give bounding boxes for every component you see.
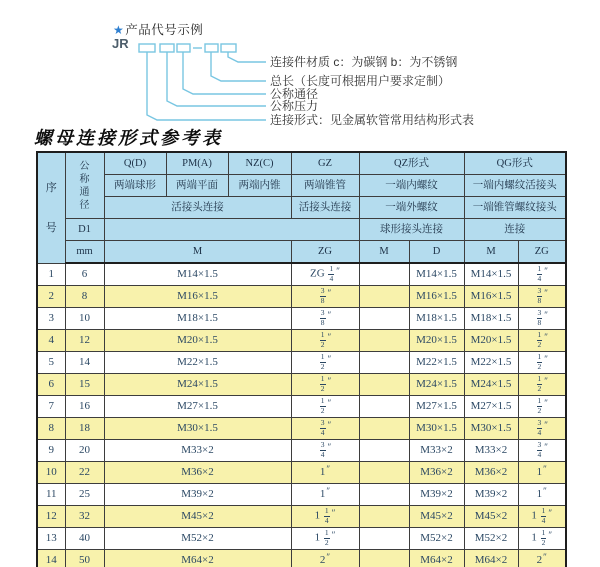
- gz-zg-cell: $\frac{3}{8}$ ″: [291, 308, 359, 330]
- qz-m-cell: [359, 286, 409, 308]
- table-row: [37, 550, 566, 567]
- qg-m-cell: M39×2: [464, 484, 518, 506]
- header-q-desc: 两端球形: [104, 175, 166, 197]
- qz-m-cell: [359, 396, 409, 418]
- table-row: [37, 263, 566, 286]
- m-thread-cell: M24×1.5: [104, 374, 291, 396]
- header-nz-desc: 两端内锥: [228, 175, 291, 197]
- table-row: [37, 286, 566, 308]
- row-no-cell: 9: [37, 440, 65, 462]
- gz-zg-cell: ZG $\frac{1}{4}$ ″: [291, 263, 359, 286]
- dn-mm-cell: 14: [65, 352, 104, 374]
- row-no-cell: 10: [37, 462, 65, 484]
- gz-zg-cell: $\frac{3}{4}$ ″: [291, 418, 359, 440]
- qg-m-cell: M22×1.5: [464, 352, 518, 374]
- code-field-box-4: [205, 44, 218, 52]
- m-thread-cell: M36×2: [104, 462, 291, 484]
- gz-zg-cell: 1 $\frac{1}{4}$ ″: [291, 506, 359, 528]
- gz-zg-cell: $\frac{1}{2}$ ″: [291, 396, 359, 418]
- dn-mm-cell: 18: [65, 418, 104, 440]
- header-m-unit: M: [104, 241, 291, 264]
- row-no-cell: 3: [37, 308, 65, 330]
- qz-d-cell: M36×2: [409, 462, 464, 484]
- qz-d-cell: M22×1.5: [409, 352, 464, 374]
- qg-zg-cell: 1″: [518, 484, 566, 506]
- qz-d-cell: M24×1.5: [409, 374, 464, 396]
- qz-m-cell: [359, 374, 409, 396]
- qg-m-cell: M27×1.5: [464, 396, 518, 418]
- row-no-cell: 2: [37, 286, 65, 308]
- table-title: 螺母连接形式参考表: [34, 128, 223, 148]
- table-row: [37, 418, 566, 440]
- row-no-cell: 6: [37, 374, 65, 396]
- header-gz-desc: 两端锥管: [291, 175, 359, 197]
- dn-mm-cell: 50: [65, 550, 104, 567]
- header-gz-connection: 活接头连接: [291, 197, 359, 219]
- dn-mm-cell: 22: [65, 462, 104, 484]
- header-blank: [104, 219, 359, 241]
- qz-d-cell: M20×1.5: [409, 330, 464, 352]
- qz-m-cell: [359, 462, 409, 484]
- dn-mm-cell: 6: [65, 263, 104, 286]
- qz-m-cell: [359, 440, 409, 462]
- header-qg-desc1: 一端内螺纹活接头: [464, 175, 566, 197]
- qz-d-cell: M39×2: [409, 484, 464, 506]
- row-no-cell: 1: [37, 263, 65, 286]
- qg-zg-cell: $\frac{3}{8}$ ″: [518, 286, 566, 308]
- code-field-box-2: [160, 44, 174, 52]
- qz-d-cell: M14×1.5: [409, 263, 464, 286]
- header-gz-code: GZ: [291, 152, 359, 175]
- gz-zg-cell: 1″: [291, 484, 359, 506]
- qg-zg-cell: $\frac{1}{4}$ ″: [518, 263, 566, 286]
- m-thread-cell: M39×2: [104, 484, 291, 506]
- m-thread-cell: M64×2: [104, 550, 291, 567]
- table-row: [37, 396, 566, 418]
- dn-mm-cell: 25: [65, 484, 104, 506]
- m-thread-cell: M33×2: [104, 440, 291, 462]
- table-row: [37, 462, 566, 484]
- qz-d-cell: M64×2: [409, 550, 464, 567]
- header-qg-code: QG形式: [464, 152, 566, 175]
- table-row: [37, 528, 566, 550]
- qg-m-cell: M36×2: [464, 462, 518, 484]
- dn-mm-cell: 10: [65, 308, 104, 330]
- qg-m-cell: M52×2: [464, 528, 518, 550]
- star-icon: ★: [113, 23, 125, 37]
- row-no-cell: 7: [37, 396, 65, 418]
- qz-m-cell: [359, 418, 409, 440]
- qg-zg-cell: 1 $\frac{1}{2}$ ″: [518, 528, 566, 550]
- header-qg-u1: M: [464, 241, 518, 264]
- table-row: [37, 506, 566, 528]
- row-no-cell: 13: [37, 528, 65, 550]
- m-thread-cell: M18×1.5: [104, 308, 291, 330]
- header-qz-connection: 球形接头连接: [359, 219, 464, 241]
- table-row: [37, 440, 566, 462]
- qz-m-cell: [359, 330, 409, 352]
- table-row: [37, 330, 566, 352]
- row-no-cell: 5: [37, 352, 65, 374]
- qz-m-cell: [359, 484, 409, 506]
- qz-d-cell: M52×2: [409, 528, 464, 550]
- qg-zg-cell: $\frac{3}{4}$ ″: [518, 440, 566, 462]
- dn-mm-cell: 15: [65, 374, 104, 396]
- m-thread-cell: M52×2: [104, 528, 291, 550]
- dn-mm-cell: 16: [65, 396, 104, 418]
- code-field-box-5: [221, 44, 236, 52]
- header-qg-desc2: 一端锥管螺纹接头: [464, 197, 566, 219]
- header-nz-code: NZ(C): [228, 152, 291, 175]
- row-no-cell: 11: [37, 484, 65, 506]
- diagram-heading-text: 产品代号示例: [125, 23, 204, 37]
- gz-zg-cell: $\frac{1}{2}$ ″: [291, 352, 359, 374]
- qg-zg-cell: $\frac{3}{4}$ ″: [518, 418, 566, 440]
- header-q-code: Q(D): [104, 152, 166, 175]
- qz-d-cell: M27×1.5: [409, 396, 464, 418]
- row-no-cell: 8: [37, 418, 65, 440]
- qg-m-cell: M45×2: [464, 506, 518, 528]
- row-no-cell: 12: [37, 506, 65, 528]
- header-pm-code: PM(A): [166, 152, 228, 175]
- m-thread-cell: M14×1.5: [104, 263, 291, 286]
- m-thread-cell: M20×1.5: [104, 330, 291, 352]
- header-qz-u1: M: [359, 241, 409, 264]
- m-thread-cell: M16×1.5: [104, 286, 291, 308]
- m-thread-cell: M27×1.5: [104, 396, 291, 418]
- dn-mm-cell: 40: [65, 528, 104, 550]
- qg-m-cell: M18×1.5: [464, 308, 518, 330]
- header-union-connection: 活接头连接: [104, 197, 291, 219]
- header-qg-connection: 连接: [464, 219, 566, 241]
- qz-d-cell: M16×1.5: [409, 286, 464, 308]
- gz-zg-cell: 1 $\frac{1}{2}$ ″: [291, 528, 359, 550]
- table-row: [37, 484, 566, 506]
- table-row: [37, 352, 566, 374]
- qg-m-cell: M14×1.5: [464, 263, 518, 286]
- qg-zg-cell: $\frac{1}{2}$ ″: [518, 374, 566, 396]
- qg-m-cell: M16×1.5: [464, 286, 518, 308]
- dn-mm-cell: 32: [65, 506, 104, 528]
- m-thread-cell: M30×1.5: [104, 418, 291, 440]
- header-qg-u2: ZG: [518, 241, 566, 264]
- code-field-box-3: [177, 44, 190, 52]
- header-qz-desc1: 一端内螺纹: [359, 175, 464, 197]
- qg-m-cell: M64×2: [464, 550, 518, 567]
- qg-zg-cell: 1″: [518, 462, 566, 484]
- qg-zg-cell: $\frac{1}{2}$ ″: [518, 352, 566, 374]
- header-seq: 序号: [37, 152, 65, 263]
- header-qz-u2: D: [409, 241, 464, 264]
- qg-zg-cell: 1 $\frac{1}{4}$ ″: [518, 506, 566, 528]
- m-thread-cell: M45×2: [104, 506, 291, 528]
- header-mm: mm: [65, 241, 104, 264]
- qz-m-cell: [359, 263, 409, 286]
- qg-m-cell: M33×2: [464, 440, 518, 462]
- dn-mm-cell: 20: [65, 440, 104, 462]
- product-code-prefix: JR: [112, 36, 129, 51]
- qz-m-cell: [359, 308, 409, 330]
- label-material: 连接件材质 c：为碳钢 b：为不锈钢: [270, 55, 458, 69]
- header-nominal-diameter: 公称通径: [65, 152, 104, 219]
- qz-d-cell: M18×1.5: [409, 308, 464, 330]
- dn-mm-cell: 8: [65, 286, 104, 308]
- gz-zg-cell: 2″: [291, 550, 359, 567]
- qz-m-cell: [359, 352, 409, 374]
- qg-m-cell: M30×1.5: [464, 418, 518, 440]
- qz-m-cell: [359, 506, 409, 528]
- label-connection: 连接形式：见金属软管常用结构形式表: [270, 113, 475, 127]
- gz-zg-cell: $\frac{3}{4}$ ″: [291, 440, 359, 462]
- row-no-cell: 14: [37, 550, 65, 567]
- header-qz-desc2: 一端外螺纹: [359, 197, 464, 219]
- qg-m-cell: M24×1.5: [464, 374, 518, 396]
- qg-zg-cell: $\frac{1}{2}$ ″: [518, 396, 566, 418]
- connector-line-diameter: [183, 52, 266, 94]
- nut-connection-table: [36, 151, 567, 567]
- qz-d-cell: M33×2: [409, 440, 464, 462]
- gz-zg-cell: $\frac{1}{2}$ ″: [291, 330, 359, 352]
- qz-d-cell: M45×2: [409, 506, 464, 528]
- header-pm-desc: 两端平面: [166, 175, 228, 197]
- gz-zg-cell: $\frac{3}{8}$ ″: [291, 286, 359, 308]
- qz-m-cell: [359, 528, 409, 550]
- connector-line-material: [228, 52, 266, 62]
- gz-zg-cell: $\frac{1}{2}$ ″: [291, 374, 359, 396]
- table-row: [37, 308, 566, 330]
- qz-m-cell: [359, 550, 409, 567]
- header-d1: D1: [65, 219, 104, 241]
- qg-zg-cell: $\frac{1}{2}$ ″: [518, 330, 566, 352]
- label-diameter: 公称通径: [270, 87, 319, 101]
- qg-zg-cell: $\frac{3}{8}$ ″: [518, 308, 566, 330]
- connector-line-length: [211, 52, 266, 81]
- label-pressure: 公称压力: [270, 99, 319, 113]
- qz-d-cell: M30×1.5: [409, 418, 464, 440]
- code-field-box-1: [139, 44, 155, 52]
- label-length: 总长（长度可根据用户要求定制）: [270, 74, 451, 88]
- header-gz-unit: ZG: [291, 241, 359, 264]
- table-row: [37, 374, 566, 396]
- gz-zg-cell: 1″: [291, 462, 359, 484]
- dn-mm-cell: 12: [65, 330, 104, 352]
- header-qz-code: QZ形式: [359, 152, 464, 175]
- row-no-cell: 4: [37, 330, 65, 352]
- qg-zg-cell: 2″: [518, 550, 566, 567]
- m-thread-cell: M22×1.5: [104, 352, 291, 374]
- qg-m-cell: M20×1.5: [464, 330, 518, 352]
